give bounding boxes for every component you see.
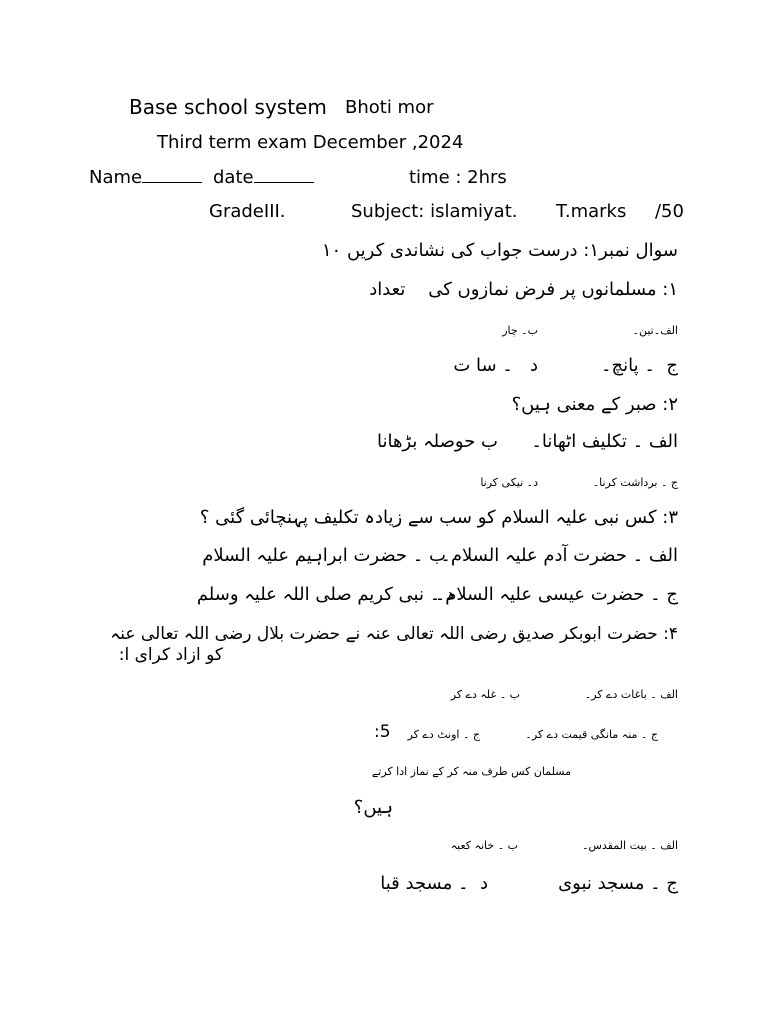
q3-option-d: د ۔ نبی کریم صلی اللہ علیہ وسلم [196,584,454,605]
exam-title: Third term exam December ,2024 [157,132,464,153]
q5-option-a: الف ۔ بیت المقدس۔ [582,839,678,852]
question-2: ۲: صبر کے معنی ہیں؟ [511,394,678,415]
date-label: date [213,167,254,188]
q3-option-c: ج ۔ حضرت عیسی علیہ السلام۔ [434,584,678,605]
question-3: ۳: کس نبی علیہ السلام کو سب سے زیادہ تکلیف پہنچائی گئی ؟ [199,507,678,528]
section-title: سوال نمبر۱: درست جواب کی نشاندی کریں ۱۰ [321,240,678,261]
q1-option-a: الف۔تین۔ [632,324,678,337]
q5-option-b: ب ۔ خانہ کعبہ [450,839,518,852]
name-label: Name [89,167,143,188]
q2-option-c: ج ۔ برداشت کرنا۔ [592,476,678,489]
q5-option-d: د ۔ مسجد قبا [380,873,488,894]
school-location: Bhoti mor [345,97,434,118]
subject-info: Subject: islamiyat. [351,201,518,222]
q2-option-d: د۔ نیکی کرنا [480,476,538,489]
question-5-line-1: مسلمان کس طرف منہ کر کے نماز ادا کرتے [371,765,571,778]
time-info: time : 2hrs [409,167,507,188]
q3-option-a: الف ۔ حضرت آدم علیہ السلام۔ [440,545,678,566]
q1-option-d: د ۔ سا ت [453,355,538,376]
name-blank [142,168,202,183]
name-field [89,167,202,188]
grade-info: GradeIII. [209,201,286,222]
q2-option-b: ب حوصلہ بڑھانا [376,431,498,452]
q2-option-a: الف ۔ تکلیف اٹھانا۔ [531,431,678,452]
q4-option-a: الف ۔ باغات دے کر۔ [584,688,678,701]
q1-option-c: ج ۔ پانچ۔ [600,355,678,376]
q1-option-b: ب۔ چار [502,324,538,337]
school-name: Base school system [129,95,327,119]
date-field [213,167,314,188]
date-blank [254,168,314,183]
question-4-line-2: کو ازاد کرای ا: [118,645,223,665]
question-5-line-2: ہیں؟ [353,797,393,818]
q4-option-b: ب ۔ غلہ دے کر [450,688,520,701]
question-1: ۱: مسلمانوں پر فرض نمازوں کی تعداد [369,279,678,300]
question-5-number: :5 [374,722,391,742]
q5-option-c: ج ۔ مسجد نبوی [558,873,678,894]
total-marks: T.marks /50 [556,201,684,222]
q4-option-d: ج ۔ اونٹ دے کر [407,728,480,741]
q3-option-b: ب ۔ حضرت ابراہیم علیہ السلام [202,545,446,566]
q4-option-c: ج ۔ منہ مانگی قیمت دے کر۔ [525,728,658,741]
question-4-line-1: ۴: حضرت ابوبکر صدیق رضی اللہ تعالی عنہ نے حضرت بلال رضی اللہ تعالی عنہ [110,624,678,644]
